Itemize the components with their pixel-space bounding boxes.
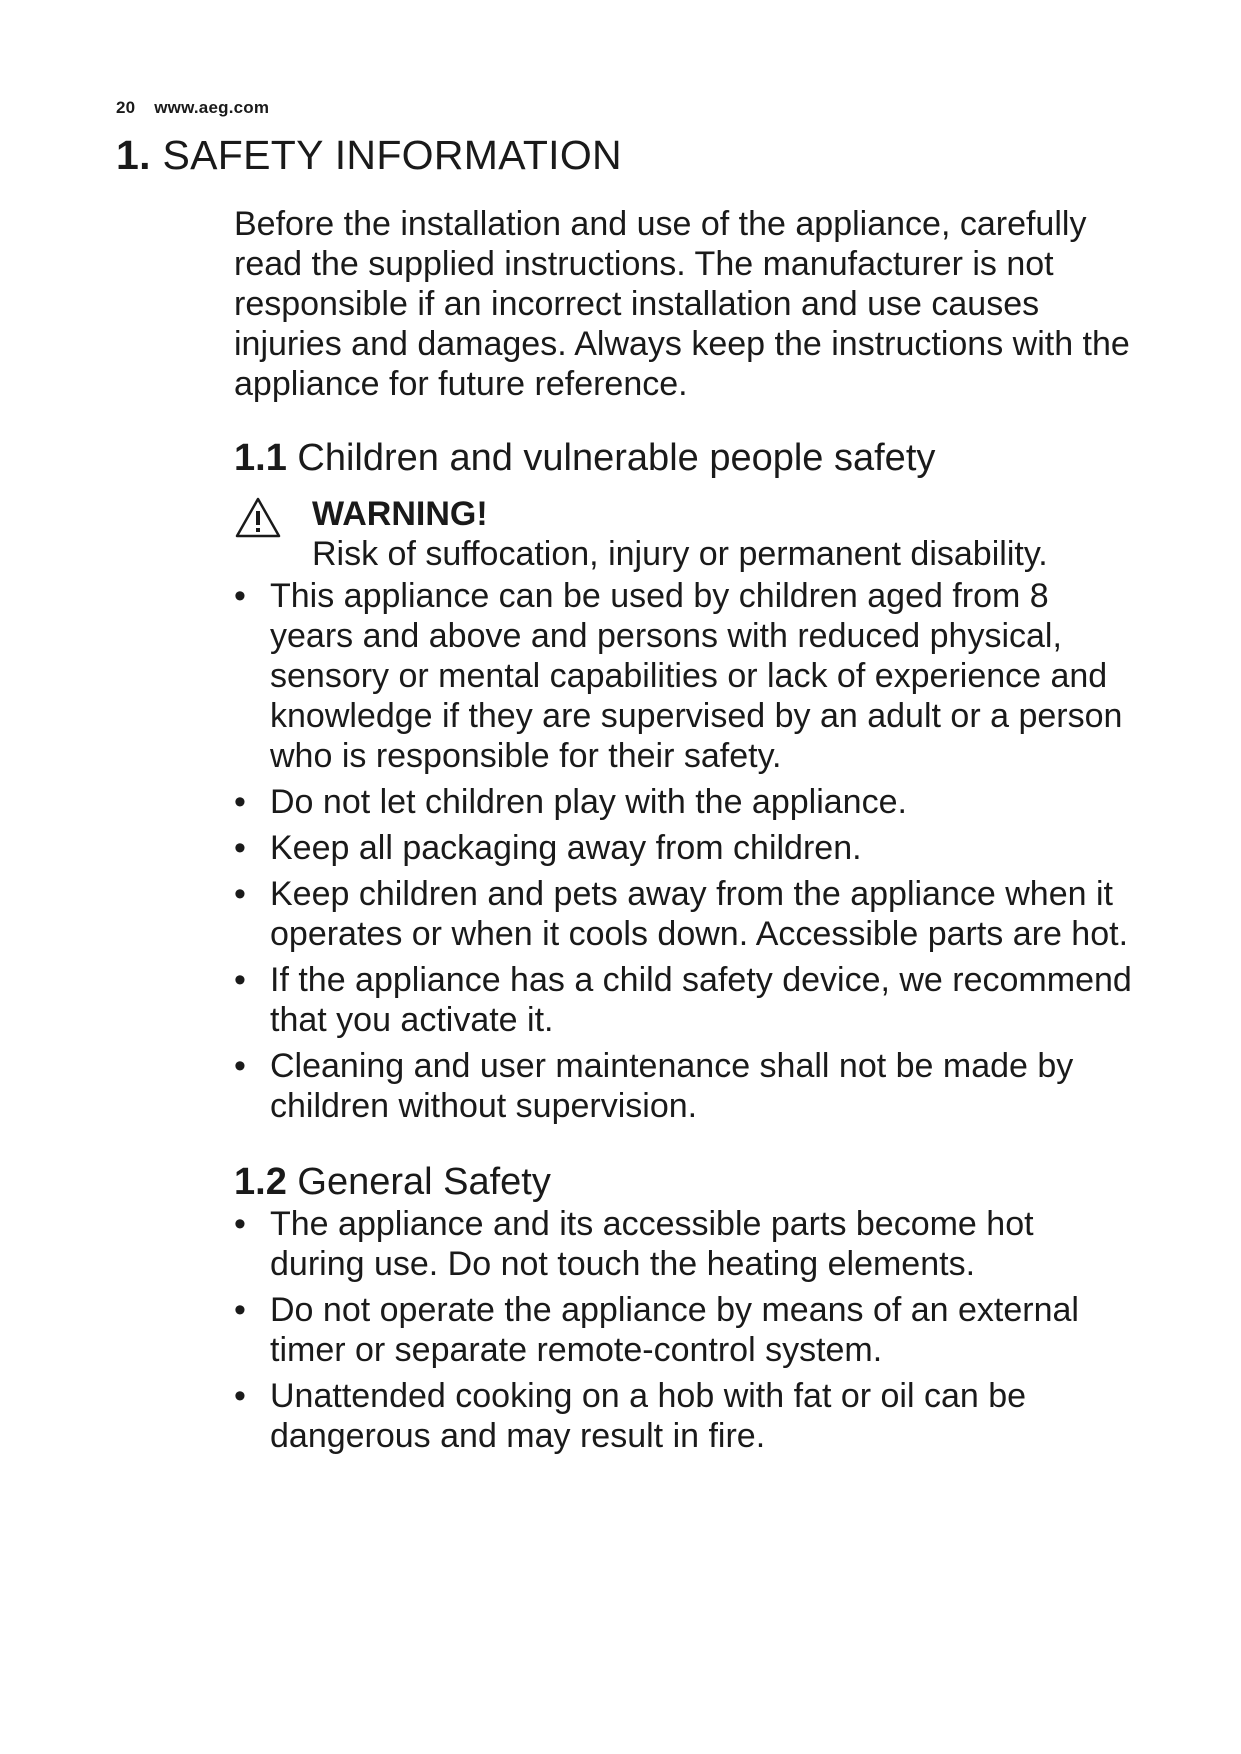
list-item: • This appliance can be used by children aged from 8 years and above and persons with reduced physical, sensory or mental capabilities or lack of experience and knowledge if they are supervised by an adult or a person who is responsible for their safety. (234, 577, 1123, 775)
section-heading-general-safety (234, 1160, 1134, 1204)
chapter-number: 1. (116, 132, 151, 178)
warning-box (234, 494, 1134, 576)
header-url: www.aeg.com (154, 98, 270, 117)
section-heading-children-safety (234, 436, 1134, 480)
list-item: • If the appliance has a child safety device, we recommend that you activate it. (234, 961, 1132, 1039)
list-item: • Keep all packaging away from children. (234, 829, 862, 867)
children-safety-list (234, 576, 1134, 1126)
section-number: 1.1 (234, 437, 287, 479)
warning-triangle-icon (234, 496, 282, 540)
list-item: • Cleaning and user maintenance shall not be made by children without supervision. (234, 1047, 1074, 1125)
section-title-text: Children and vulnerable people safety (297, 437, 936, 479)
main-content (234, 204, 1134, 1462)
chapter-title (116, 132, 622, 179)
chapter-title-text: SAFETY INFORMATION (162, 132, 622, 178)
list-item: • Do not let children play with the appliance. (234, 783, 907, 821)
section-title-text: General Safety (297, 1161, 551, 1203)
page-number: 20 (116, 98, 136, 117)
list-item: • Unattended cooking on a hob with fat or oil can be dangerous and may result in fire. (234, 1377, 1027, 1455)
general-safety-list (234, 1204, 1134, 1456)
warning-text: Risk of suffocation, injury or permanent disability. (312, 535, 1048, 573)
intro-paragraph: Before the installation and use of the appliance, carefully read the supplied instructions. The manufacturer is not responsible if an incorrect installation and use causes injuries and damages. Always keep the instructions with the appliance for future reference. (234, 205, 1130, 403)
list-item: • Keep children and pets away from the appliance when it operates or when it cools down. Accessible parts are hot. (234, 875, 1129, 953)
section-number: 1.2 (234, 1161, 287, 1203)
warning-title: WARNING! (312, 495, 488, 533)
page-header (116, 98, 269, 118)
list-item: • Do not operate the appliance by means of an external timer or separate remote-control system. (234, 1291, 1079, 1369)
list-item: • The appliance and its accessible parts become hot during use. Do not touch the heating elements. (234, 1205, 1034, 1283)
